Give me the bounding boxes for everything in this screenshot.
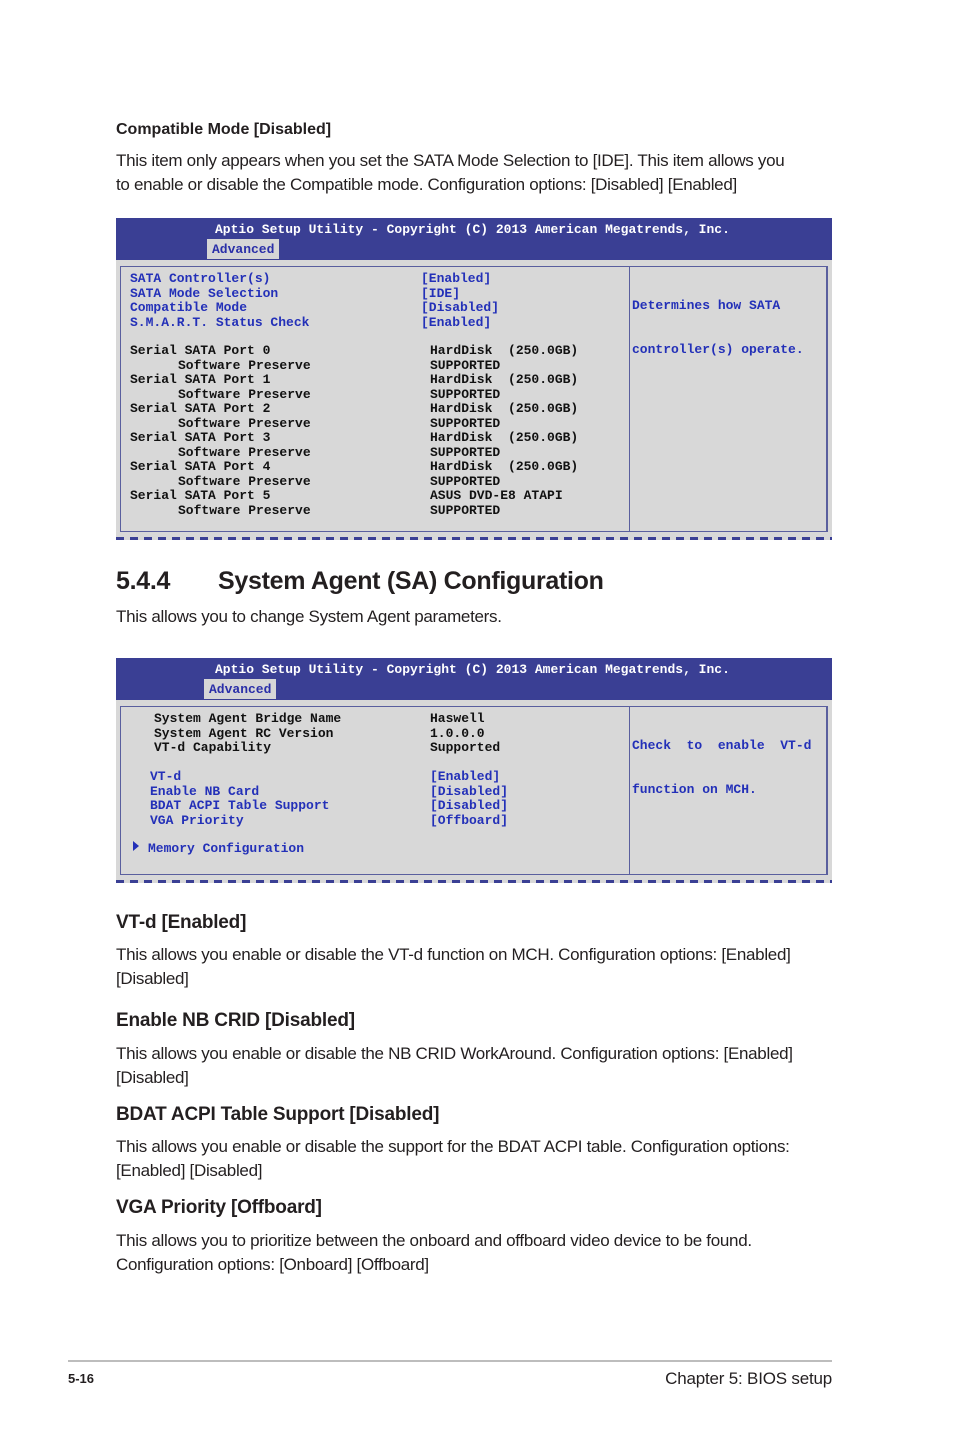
bios-screen-system-agent	[116, 658, 832, 883]
port-label: Serial SATA Port 3	[130, 430, 271, 445]
info-value: Haswell	[430, 711, 485, 726]
port-value: HardDisk (250.0GB)	[430, 343, 579, 358]
port-value: HardDisk (250.0GB)	[430, 372, 579, 387]
setting-label-bdat-acpi[interactable]: BDAT ACPI Table Support	[150, 798, 330, 813]
help-line: function on MCH.	[632, 781, 757, 797]
bios-dashed-edge	[116, 880, 832, 883]
setting-value-compatible-mode[interactable]: [Disabled]	[421, 300, 500, 315]
enable-nb-crid-description	[116, 1042, 836, 1089]
bios-divider	[629, 706, 630, 875]
help-text	[632, 710, 811, 826]
setting-label-vt-d[interactable]: VT-d	[150, 769, 182, 784]
port-label: Serial SATA Port 2	[130, 401, 271, 416]
setting-value-sata-mode[interactable]: [IDE]	[421, 285, 461, 301]
help-line: Determines how SATA	[632, 298, 781, 313]
bdat-acpi-heading: BDAT ACPI Table Support [Disabled]	[116, 1104, 440, 1125]
paragraph-line: This allows you enable or disable the NB CRID WorkAround. Configuration options: [Enabled]	[116, 1044, 793, 1063]
setting-label-sata-controller[interactable]: SATA Controller(s)	[130, 271, 271, 286]
port-sub-label: Software Preserve	[178, 357, 311, 373]
bios-body	[116, 700, 832, 883]
bios-divider	[629, 266, 630, 532]
port-sub-value: SUPPORTED	[430, 473, 501, 489]
bios-dashed-edge	[116, 537, 832, 540]
paragraph-line: Configuration options: [Onboard] [Offboard]	[116, 1254, 429, 1274]
bios-header	[116, 658, 832, 700]
port-value: ASUS DVD-E8 ATAPI	[430, 488, 563, 503]
section-title: System Agent (SA) Configuration	[218, 567, 604, 595]
port-value: HardDisk (250.0GB)	[430, 401, 579, 416]
info-label: VT-d Capability	[154, 740, 272, 755]
setting-value-smart-check[interactable]: [Enabled]	[421, 314, 492, 330]
port-sub-label: Software Preserve	[178, 386, 311, 402]
port-sub-label: Software Preserve	[178, 473, 311, 489]
port-sub-value: SUPPORTED	[430, 386, 501, 402]
compatible-mode-description	[116, 149, 836, 196]
info-label: System Agent Bridge Name	[154, 711, 342, 726]
paragraph-line: to enable or disable the Compatible mode. Configuration options: [Disabled] [Enabled]	[116, 174, 737, 194]
port-label: Serial SATA Port 5	[130, 488, 271, 503]
port-sub-value: SUPPORTED	[430, 502, 501, 518]
vt-d-heading: VT-d [Enabled]	[116, 912, 247, 933]
setting-label-compatible-mode[interactable]: Compatible Mode	[130, 300, 248, 315]
enable-nb-crid-heading: Enable NB CRID [Disabled]	[116, 1010, 355, 1031]
paragraph-line: [Disabled]	[116, 968, 189, 988]
port-sub-value: SUPPORTED	[430, 357, 501, 373]
section-intro	[116, 605, 836, 629]
setting-label-vga-priority[interactable]: VGA Priority	[150, 812, 244, 828]
bios-title: Aptio Setup Utility - Copyright (C) 2013 American Megatrends, Inc.	[215, 222, 730, 237]
port-sub-label: Software Preserve	[178, 444, 311, 460]
paragraph-line: This allows you enable or disable the support for the BDAT ACPI table. Configuration options:	[116, 1137, 790, 1156]
port-sub-value: SUPPORTED	[430, 415, 501, 431]
info-value: 1.0.0.0	[430, 725, 485, 741]
bios-screen-sata	[116, 218, 832, 540]
port-sub-label: Software Preserve	[178, 415, 311, 431]
setting-label-smart-check[interactable]: S.M.A.R.T. Status Check	[130, 314, 310, 330]
info-value: Supported	[430, 740, 501, 755]
port-sub-value: SUPPORTED	[430, 444, 501, 460]
port-label: Serial SATA Port 1	[130, 372, 271, 387]
info-label: System Agent RC Version	[154, 725, 334, 741]
paragraph-line: This item only appears when you set the SATA Mode Selection to [IDE]. This item allows you	[116, 151, 785, 170]
setting-label-sata-mode[interactable]: SATA Mode Selection	[130, 285, 279, 301]
footer-rule	[68, 1360, 832, 1362]
port-sub-label: Software Preserve	[178, 502, 311, 518]
section-number: 5.4.4	[116, 567, 171, 595]
chapter-label: Chapter 5: BIOS setup	[665, 1369, 832, 1388]
port-label: Serial SATA Port 0	[130, 343, 271, 358]
setting-value-enable-nb-card[interactable]: [Disabled]	[430, 783, 509, 799]
paragraph-line: This allows you to change System Agent parameters.	[116, 607, 502, 626]
bios-header	[116, 218, 832, 260]
submenu-memory-configuration[interactable]: Memory Configuration	[148, 841, 305, 856]
paragraph-line: [Enabled] [Disabled]	[116, 1160, 263, 1180]
port-value: HardDisk (250.0GB)	[430, 430, 579, 445]
setting-value-vt-d[interactable]: [Enabled]	[430, 769, 501, 784]
setting-value-vga-priority[interactable]: [Offboard]	[430, 812, 509, 828]
tab-advanced[interactable]: Advanced	[204, 679, 276, 699]
setting-value-bdat-acpi[interactable]: [Disabled]	[430, 798, 509, 813]
bios-body	[116, 260, 832, 540]
paragraph-line: This allows you enable or disable the VT-d function on MCH. Configuration options: [Enabled]	[116, 945, 791, 964]
help-line: controller(s) operate.	[632, 341, 804, 357]
compatible-mode-heading: Compatible Mode [Disabled]	[116, 121, 332, 138]
port-label: Serial SATA Port 4	[130, 459, 271, 474]
page-number: 5-16	[68, 1371, 95, 1386]
setting-label-enable-nb-card[interactable]: Enable NB Card	[150, 783, 260, 799]
submenu-arrow-icon	[133, 841, 139, 851]
tab-advanced[interactable]: Advanced	[207, 239, 279, 259]
setting-value-sata-controller[interactable]: [Enabled]	[421, 271, 492, 286]
port-value: HardDisk (250.0GB)	[430, 459, 579, 474]
vga-priority-heading: VGA Priority [Offboard]	[116, 1197, 322, 1218]
bdat-acpi-description	[116, 1135, 836, 1182]
bios-title: Aptio Setup Utility - Copyright (C) 2013 American Megatrends, Inc.	[215, 662, 730, 677]
paragraph-line: This allows you to prioritize between the onboard and offboard video device to be found.	[116, 1231, 752, 1250]
paragraph-line: [Disabled]	[116, 1067, 189, 1087]
vga-priority-description	[116, 1229, 836, 1276]
vt-d-description	[116, 943, 836, 990]
help-text	[632, 270, 804, 386]
help-line: Check to enable VT-d	[632, 738, 812, 753]
